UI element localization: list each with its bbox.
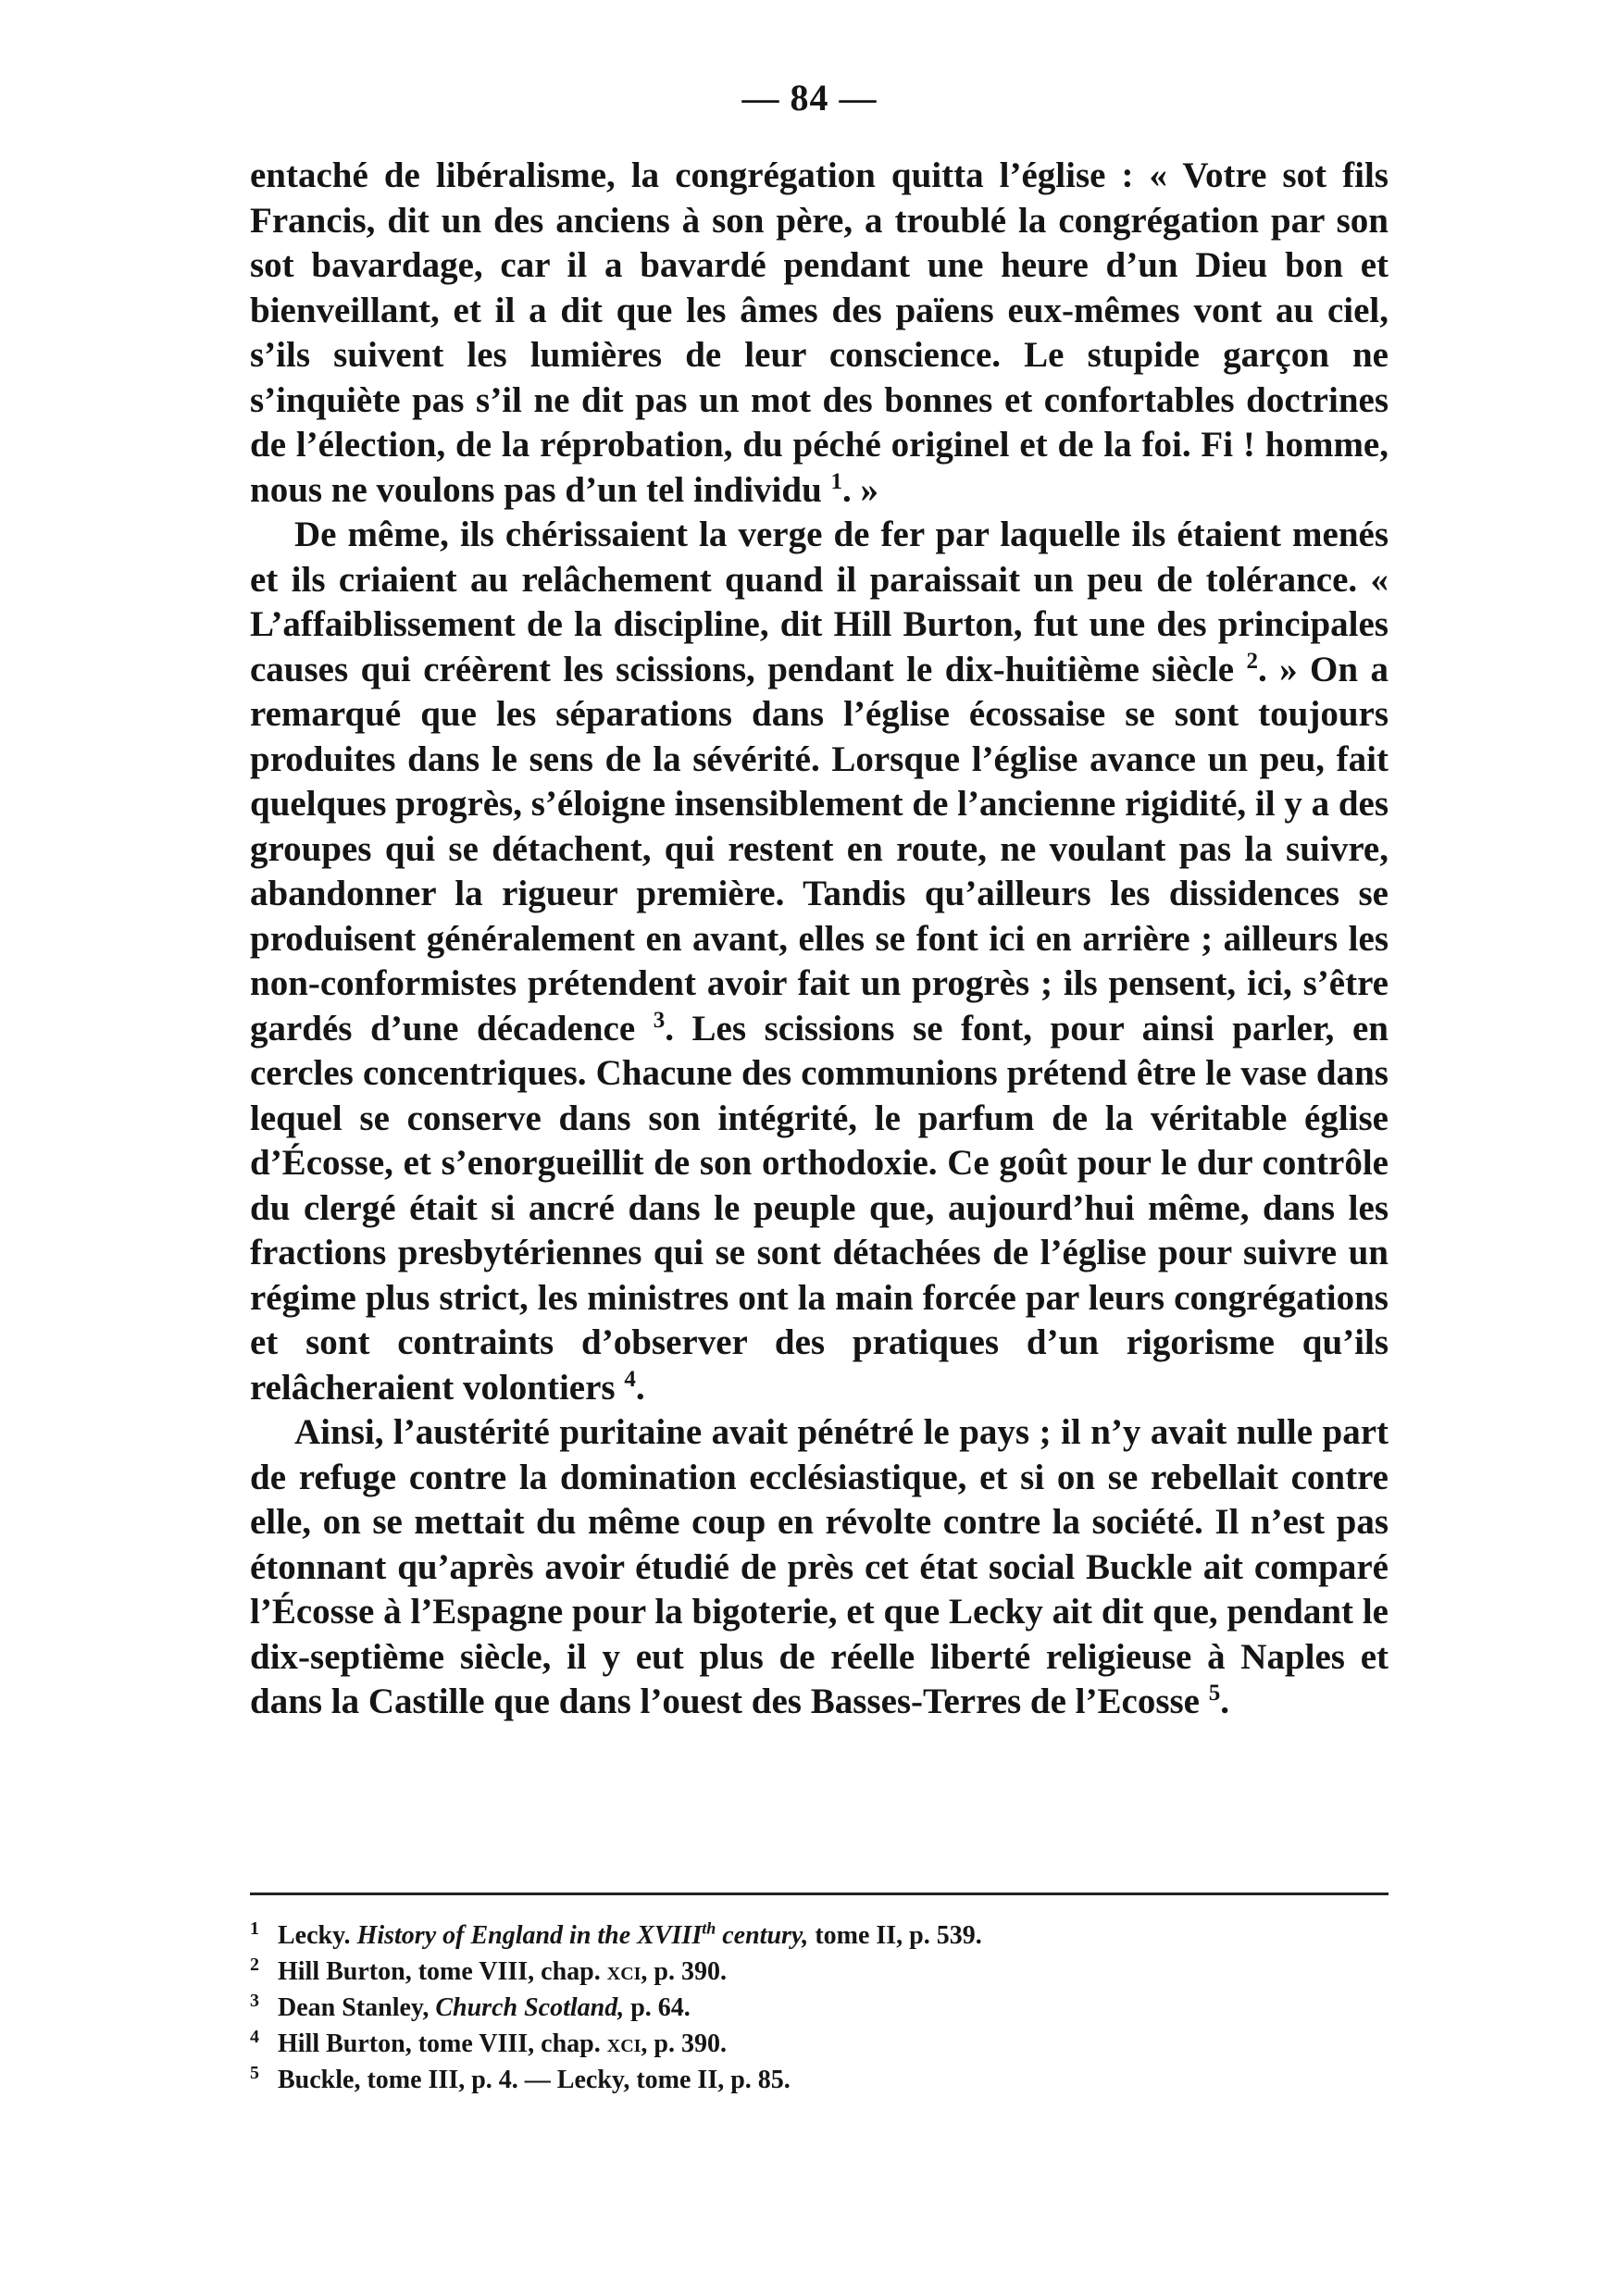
footnote-reference: 4: [624, 1366, 636, 1392]
paragraph-text: .: [635, 1367, 645, 1408]
footnote-reference: 2: [1246, 648, 1258, 674]
footnote-reference: 3: [653, 1007, 666, 1033]
footnote-reference: 5: [1208, 1681, 1221, 1706]
footnote-text: th: [702, 1918, 716, 1938]
footnote-text: Hill Burton, tome VIII, chap.: [278, 1957, 607, 1986]
footnote-text: , p. 390.: [641, 1957, 727, 1986]
paragraph-text: entaché de libéralisme, la congrégation quitta l’église : « Votre sot fils Francis, dit un des anciens à son père, a troublé la congrégation par son sot bavardage, car il a bavardé pendant une heure d’un Dieu bon et bienveillant, et il a dit que les âmes des païens eux-mêmes vont au ciel, s’ils suivent les lumières de leur conscience. Le stupide garçon ne s’inquiète pas s’il ne dit pas un mot des bonnes et confortables doctrines de l’élection, de la réprobation, du péché originel et de la foi. Fi ! homme, nous ne voulons pas d’un tel individu: [250, 155, 1389, 510]
paragraph-text: .: [1220, 1682, 1229, 1721]
footnote-text: Church Scotland,: [435, 1993, 625, 2022]
paragraph: [250, 154, 1389, 513]
footnote-text: Dean Stanley,: [278, 1993, 436, 2022]
footnote: 2 Hill Burton, tome VIII, chap. xci, p. 390.: [250, 1954, 727, 1986]
footnotes: [250, 1917, 1389, 2098]
footnote: 5 Buckle, tome III, p. 4. — Lecky, tome II, p. 85.: [250, 2062, 791, 2094]
footnote-text: xci: [606, 2029, 641, 2058]
footnote-text: Lecky.: [278, 1921, 357, 1950]
footnote-text: , p. 390.: [641, 2029, 727, 2058]
footnote-text: History of England in the XVIII: [356, 1921, 703, 1950]
footnote: 3 Dean Stanley, Church Scotland, p. 64.: [250, 1990, 691, 2022]
footnote-text: p. 64.: [624, 1993, 691, 2022]
footnote-text: Buckle, tome III, p. 4. — Lecky, tome II, p. 85.: [278, 2066, 791, 2094]
paragraph: [250, 1410, 1389, 1725]
footnote-text: Hill Burton, tome VIII, chap.: [278, 2029, 607, 2058]
paragraph-text: Ainsi, l’austérité puritaine avait pénétré le pays ; il n’y avait nulle part de refuge contre la domination ecclésiastique, et si on se rebellait contre elle, on se mettait du même coup en révolte contre la société. Il n’est pas étonnant qu’après avoir étudié de près cet état social Buckle ait comparé l’Écosse à l’Espagne pour la bigoterie, et que Lecky ait dit que, pendant le dix-septième siècle, il y eut plus de réelle liberté religieuse à Naples et dans la Castille que dans l’ouest des Basses-Terres de l’Ecosse: [250, 1412, 1389, 1721]
footnote: 4 Hill Burton, tome VIII, chap. xci, p. 390.: [250, 2026, 727, 2058]
footnote-text: xci: [606, 1957, 641, 1986]
paragraph: [250, 513, 1389, 1410]
footnote-text: century,: [716, 1921, 809, 1950]
footnote-reference: 1: [830, 468, 843, 494]
footnote-text: tome II, p. 539.: [808, 1921, 982, 1950]
page-number: — 84 —: [741, 77, 878, 118]
footnote: 1 Lecky. History of England in the XVIIIth century, tome II, p. 539.: [250, 1917, 982, 1950]
paragraph-text: . Les scissions se font, pour ainsi parler, en cercles concentriques. Chacune des communions prétend être le vase dans lequel se conserve dans son intégrité, le parfum de la véritable église d’Écosse, et s’enorgueillit de son orthodoxie. Ce goût pour le dur contrôle du clergé était si ancré dans le peuple que, aujourd’hui même, dans les fractions presbytériennes qui se sont détachées de l’église pour suivre un régime plus strict, les ministres ont la main forcée par leurs congrégations et sont contraints d’observer des pratiques d’un rigorisme qu’ils relâcheraient volontiers: [250, 1008, 1389, 1408]
paragraph-text: . »: [842, 469, 879, 510]
body-text: [250, 154, 1389, 1725]
footnote-divider: [250, 1893, 1389, 1895]
paragraph-text: De même, ils chérissaient la verge de fer par laquelle ils étaient menés et ils criaient au relâchement quand il paraissait un peu de tolérance. « L’affaiblissement de la discipline, dit Hill Burton, fut une des principales causes qui créèrent les scissions, pendant le dix-huitième siècle: [250, 515, 1389, 689]
paragraph-text: . » On a remarqué que les séparations dans l’église écossaise se sont toujours produites dans le sens de la sévérité. Lorsque l’église avance un peu, fait quelques progrès, s’éloigne insensiblement de l’ancienne rigidité, il y a des groupes qui se détachent, qui restent en route, ne voulant pas la suivre, abandonner la rigueur première. Tandis qu’ailleurs les dissidences se produisent généralement en avant, elles se font ici en arrière ; ailleurs les non-conformistes prétendent avoir fait un progrès ; ils pensent, ici, s’être gardés d’une décadence: [250, 649, 1389, 1049]
